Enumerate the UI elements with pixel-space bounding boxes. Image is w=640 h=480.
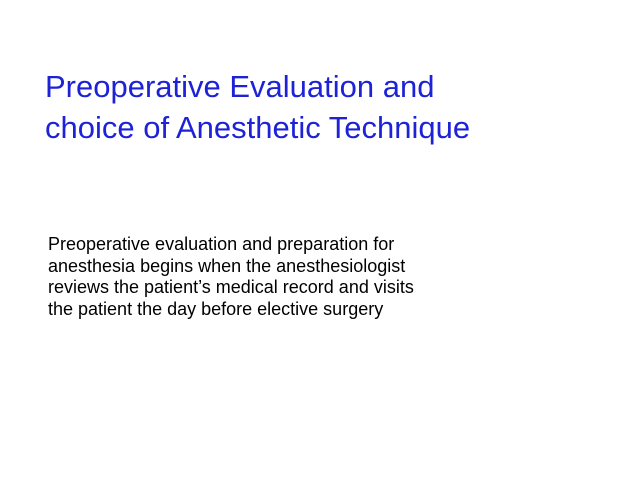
slide-body-text — [48, 234, 618, 320]
body-text-line: the patient the day before elective surgery — [48, 298, 384, 319]
slide-title-line: choice of Anesthetic Technique — [45, 110, 471, 145]
body-text-line: Preoperative evaluation and preparation for — [48, 234, 395, 254]
body-text-line: anesthesia begins when the anesthesiologist — [48, 255, 406, 276]
body-text-line: reviews the patient’s medical record and visits — [48, 277, 414, 297]
slide-title — [45, 66, 625, 148]
slide-title-line: Preoperative Evaluation and — [45, 69, 435, 104]
